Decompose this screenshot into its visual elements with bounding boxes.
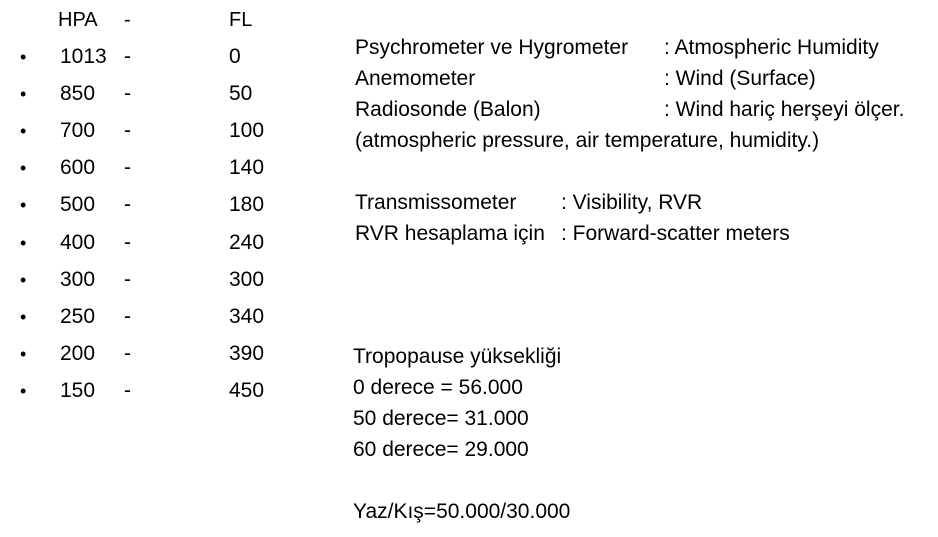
visibility-name: Transmissometer: [355, 191, 517, 214]
hpa-value: 300: [60, 268, 96, 291]
bullet-icon: •: [20, 381, 27, 401]
row-dash: -: [124, 119, 131, 142]
visibility-name: RVR hesaplama için: [355, 222, 545, 245]
bullet-icon: •: [20, 307, 27, 327]
hpa-value: 400: [60, 231, 96, 254]
row-dash: -: [124, 156, 131, 179]
header-dash: -: [124, 9, 131, 31]
row-dash: -: [124, 45, 131, 68]
row-dash: -: [124, 379, 131, 402]
instruments-note: (atmospheric pressure, air temperature, humidity.): [355, 129, 820, 152]
visibility-value: : Forward-scatter meters: [561, 222, 790, 245]
row-dash: -: [124, 268, 131, 291]
tropopause-line: 0 derece = 56.000: [353, 376, 523, 399]
hpa-value: 200: [60, 342, 96, 365]
hpa-value: 500: [60, 193, 96, 216]
row-dash: -: [124, 231, 131, 254]
row-dash: -: [124, 82, 131, 105]
bullet-icon: •: [20, 233, 27, 253]
fl-value: 180: [229, 193, 265, 216]
bullet-icon: •: [20, 47, 27, 67]
bullet-icon: •: [20, 344, 27, 364]
row-dash: -: [124, 305, 131, 328]
tropopause-season: Yaz/Kış=50.000/30.000: [353, 500, 571, 523]
instrument-value: : Atmospheric Humidity: [664, 36, 879, 59]
bullet-icon: •: [20, 158, 27, 178]
hpa-value: 850: [60, 82, 96, 105]
fl-value: 0: [229, 45, 241, 68]
row-dash: -: [124, 342, 131, 365]
fl-value: 140: [229, 156, 265, 179]
header-fl: FL: [229, 9, 253, 31]
hpa-value: 150: [60, 379, 96, 402]
fl-value: 50: [229, 82, 253, 105]
fl-value: 340: [229, 305, 265, 328]
instrument-name: Anemometer: [355, 67, 476, 90]
hpa-value: 600: [60, 156, 96, 179]
tropopause-title: Tropopause yüksekliği: [353, 345, 562, 368]
hpa-value: 1013: [60, 45, 107, 68]
instrument-name: Radiosonde (Balon): [355, 98, 541, 121]
fl-value: 450: [229, 379, 265, 402]
hpa-value: 700: [60, 119, 96, 142]
bullet-icon: •: [20, 84, 27, 104]
bullet-icon: •: [20, 195, 27, 215]
fl-value: 300: [229, 268, 265, 291]
instrument-value: : Wind (Surface): [664, 67, 816, 90]
instrument-name: Psychrometer ve Hygrometer: [355, 36, 629, 59]
header-hpa: HPA: [58, 9, 98, 31]
row-dash: -: [124, 193, 131, 216]
bullet-icon: •: [20, 121, 27, 141]
visibility-value: : Visibility, RVR: [561, 191, 703, 214]
instrument-value: : Wind hariç herşeyi ölçer.: [664, 98, 905, 121]
tropopause-line: 50 derece= 31.000: [353, 407, 529, 430]
fl-value: 100: [229, 119, 265, 142]
tropopause-line: 60 derece= 29.000: [353, 438, 529, 461]
bullet-icon: •: [20, 270, 27, 290]
fl-value: 240: [229, 231, 265, 254]
hpa-value: 250: [60, 305, 96, 328]
fl-value: 390: [229, 342, 265, 365]
